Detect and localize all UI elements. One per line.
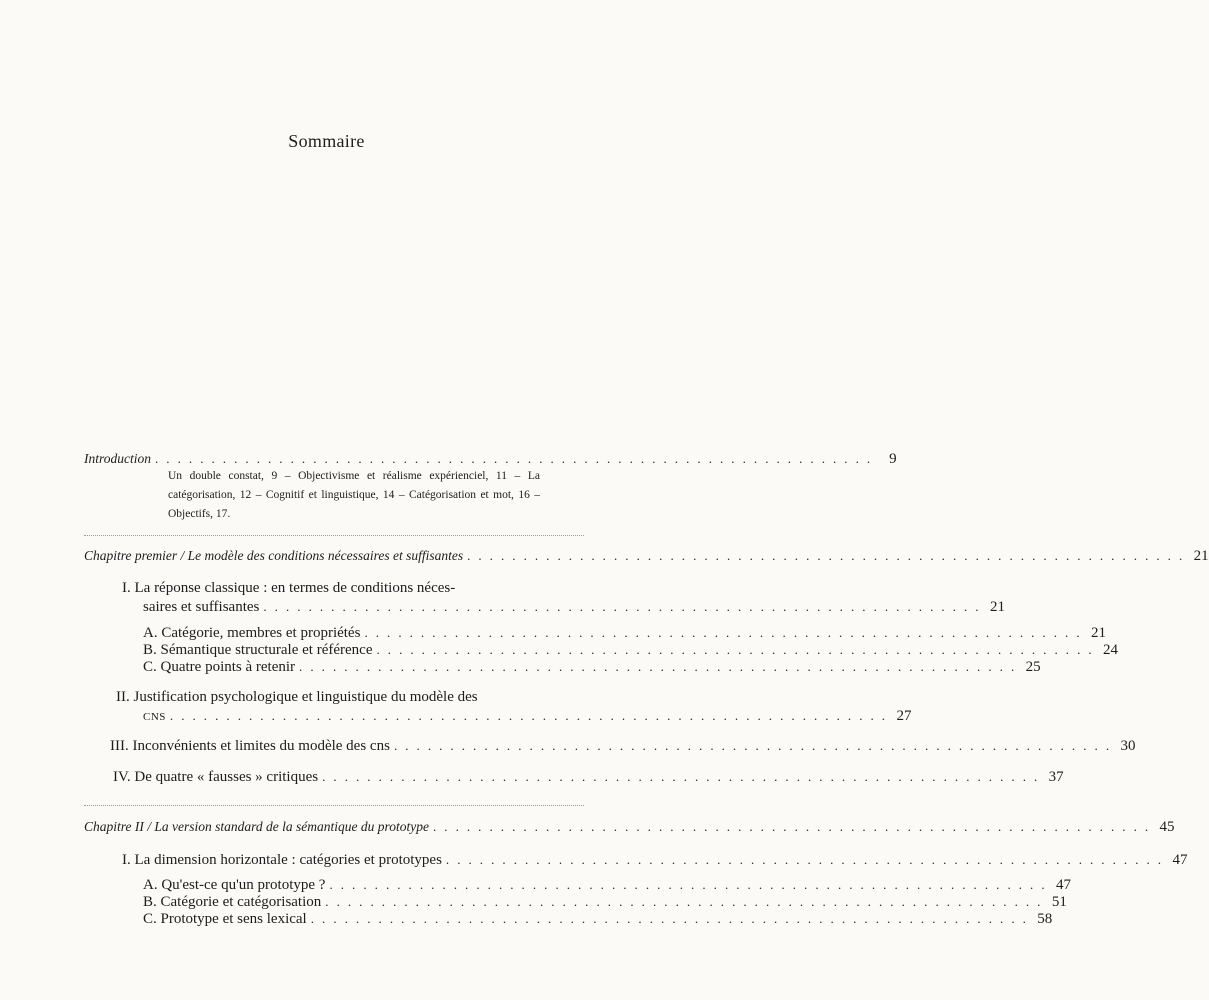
toc-page-number: 51	[1051, 894, 1067, 910]
toc-page-number: 21	[1193, 548, 1209, 564]
toc-label: A. Qu'est-ce qu'un prototype ?	[143, 877, 326, 893]
dot-leader: . . . . . . . . . . . . . . . . . . . . . . . . . . . . . . . . . . . . . . . . . . . . . . . . . . . . . . . . . . . . . . . .	[467, 548, 1185, 563]
toc-page-number: 47	[1056, 877, 1072, 893]
toc-label: B. Sémantique structurale et référence	[143, 642, 373, 658]
toc-section-3[interactable]	[110, 737, 1136, 755]
toc-page-number: 25	[1025, 659, 1041, 675]
toc-label: III. Inconvénients et limites du modèle des cns	[110, 738, 390, 754]
toc-section-2-line1[interactable]: II. Justification psychologique et linguistique du modèle des	[116, 689, 478, 705]
toc-page-number: 30	[1120, 738, 1136, 754]
toc-page-number: 21	[989, 599, 1005, 615]
toc-label: I. La dimension horizontale : catégories et prototypes	[122, 852, 442, 868]
toc-subsection-1c[interactable]	[143, 658, 1041, 676]
dot-leader: . . . . . . . . . . . . . . . . . . . . . . . . . . . . . . . . . . . . . . . . . . . . . . . . . . . . . . . . . . . . . . . .	[263, 599, 981, 614]
dot-leader: . . . . . . . . . . . . . . . . . . . . . . . . . . . . . . . . . . . . . . . . . . . . . . . . . . . . . . . . . . . . . . . .	[432, 819, 1151, 834]
toc-page-number: 9	[889, 451, 897, 467]
toc-page-number: 37	[1048, 769, 1064, 785]
toc-subsection-1b[interactable]	[143, 641, 1119, 659]
toc-label: saires et suffisantes	[143, 599, 260, 615]
toc-label: IV. De quatre « fausses » critiques	[113, 769, 319, 785]
section-divider	[84, 805, 584, 806]
toc-subsection-1a[interactable]	[143, 624, 1106, 642]
toc-entry-chapter-1[interactable]	[84, 547, 1209, 565]
dot-leader: . . . . . . . . . . . . . . . . . . . . . . . . . . . . . . . . . . . . . . . . . . . . . . . . . . . . . . . . . . . . . . . .	[155, 451, 873, 466]
toc-section-1-line1[interactable]: I. La réponse classique : en termes de conditions néces-	[122, 580, 456, 596]
toc-label: Chapitre II / La version standard de la sémantique du prototype	[84, 819, 429, 834]
toc-section-2-1[interactable]	[122, 851, 1188, 869]
toc-entry-introduction[interactable]	[84, 450, 897, 468]
toc-entry-chapter-2[interactable]	[84, 818, 1175, 836]
toc-label: A. Catégorie, membres et propriétés	[143, 625, 361, 641]
toc-subsection-2-1a[interactable]	[143, 876, 1072, 894]
section-divider	[84, 535, 584, 536]
dot-leader: . . . . . . . . . . . . . . . . . . . . . . . . . . . . . . . . . . . . . . . . . . . . . . . . . . . . . . . . . . . . . . . .	[329, 877, 1048, 892]
dot-leader: . . . . . . . . . . . . . . . . . . . . . . . . . . . . . . . . . . . . . . . . . . . . . . . . . . . . . . . . . . . . . . . .	[310, 911, 1029, 926]
toc-page-number: 47	[1172, 852, 1188, 868]
dot-leader: . . . . . . . . . . . . . . . . . . . . . . . . . . . . . . . . . . . . . . . . . . . . . . . . . . . . . . . . . . . . . . . .	[169, 708, 888, 723]
toc-label: C. Prototype et sens lexical	[143, 911, 307, 927]
toc-page-number: 27	[896, 708, 912, 724]
toc-label: cns	[143, 708, 166, 724]
toc-subsection-2-1b[interactable]	[143, 893, 1067, 911]
toc-subsection-2-1c[interactable]	[143, 910, 1053, 928]
dot-leader: . . . . . . . . . . . . . . . . . . . . . . . . . . . . . . . . . . . . . . . . . . . . . . . . . . . . . . . . . . . . . . . .	[393, 738, 1112, 753]
toc-section-4[interactable]	[113, 768, 1064, 786]
toc-label: Chapitre premier / Le modèle des conditions nécessaires et suffisantes	[84, 548, 464, 563]
toc-page-number: 58	[1037, 911, 1053, 927]
dot-leader: . . . . . . . . . . . . . . . . . . . . . . . . . . . . . . . . . . . . . . . . . . . . . . . . . . . . . . . . . . . . . . . .	[445, 852, 1164, 867]
introduction-summary: Un double constat, 9 – Objectivisme et réalisme expérienciel, 11 – La catégorisation, 12 – Cognitif et linguistique, 14 – Catégorisation et mot, 16 – Objectifs, 17.	[168, 470, 540, 520]
page-title: Sommaire	[288, 131, 365, 151]
toc-label: C. Quatre points à retenir	[143, 659, 296, 675]
toc-section-1[interactable]	[143, 598, 1005, 616]
toc-label: Introduction	[84, 451, 151, 466]
dot-leader: . . . . . . . . . . . . . . . . . . . . . . . . . . . . . . . . . . . . . . . . . . . . . . . . . . . . . . . . . . . . . . . .	[299, 659, 1017, 674]
toc-page-number: 45	[1159, 819, 1175, 835]
dot-leader: . . . . . . . . . . . . . . . . . . . . . . . . . . . . . . . . . . . . . . . . . . . . . . . . . . . . . . . . . . . . . . . .	[376, 642, 1095, 657]
dot-leader: . . . . . . . . . . . . . . . . . . . . . . . . . . . . . . . . . . . . . . . . . . . . . . . . . . . . . . . . . . . . . . . .	[325, 894, 1043, 909]
dot-leader: . . . . . . . . . . . . . . . . . . . . . . . . . . . . . . . . . . . . . . . . . . . . . . . . . . . . . . . . . . . . . . . .	[364, 625, 1082, 640]
toc-page-number: 21	[1091, 625, 1106, 641]
dot-leader: . . . . . . . . . . . . . . . . . . . . . . . . . . . . . . . . . . . . . . . . . . . . . . . . . . . . . . . . . . . . . . . .	[322, 769, 1040, 784]
toc-section-2[interactable]	[143, 707, 912, 725]
toc-page-number: 24	[1103, 642, 1119, 658]
toc-label: B. Catégorie et catégorisation	[143, 894, 322, 910]
